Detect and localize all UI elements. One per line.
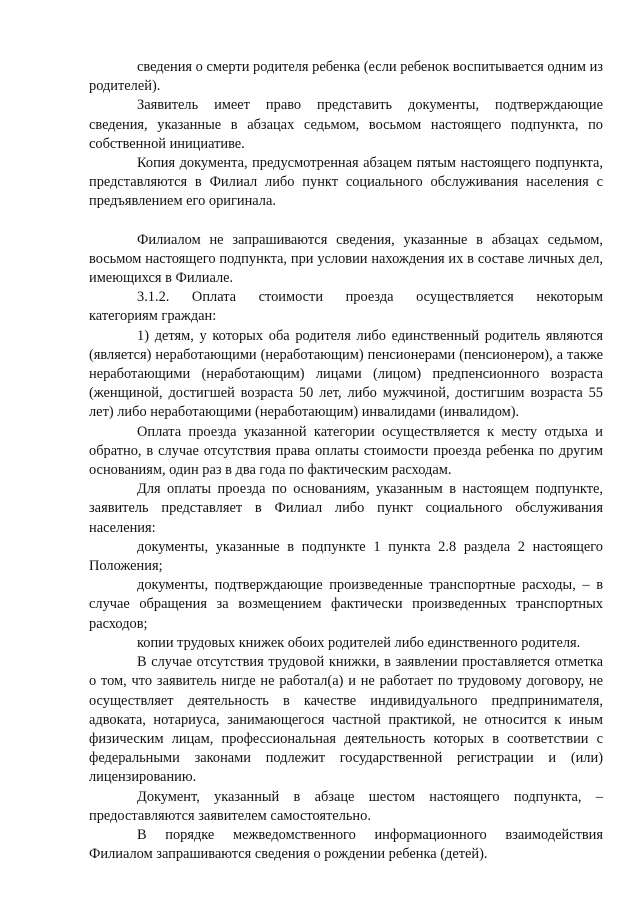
clause-word: стоимости — [258, 289, 324, 306]
paragraph-applicant-right: Заявитель имеет право представить документы, подтверждающие сведения, указанные в абзацах седьмом, восьмом настоящего подпункта, по собственной инициативе. — [89, 97, 603, 152]
paragraph-item-1-children: 1) детям, у которых оба родителя либо единственный родитель являются (является) неработающими (неработающим) пенсионерами (пенсионером), а также неработающими (неработающим) лицами (лицом) предпенсионного возраста (женщиной, достигшей возраста 50 лет, либо мужчиной, достигшим возраста 55 лет) либо неработающими (неработающим) инвалидами (инвалидом). — [89, 327, 603, 421]
clause-number: 3.1.2. — [137, 289, 170, 306]
clause-heading-continuation: категориям граждан: — [89, 308, 217, 325]
clause-word: некоторым — [536, 289, 603, 306]
clause-word: осуществляется — [416, 289, 514, 306]
clause-heading-3-1-2 — [89, 288, 603, 307]
paragraph-parent-death-info: сведения о смерти родителя ребенка (если ребенок воспитывается одним из родителей). — [89, 59, 603, 95]
paragraph-document-self-provided: Документ, указанный в абзаце шестом настоящего подпункта, – предоставляются заявителем самостоятельно. — [89, 788, 603, 824]
paragraph-documents-regulation: документы, указанные в подпункте 1 пункта 2.8 раздела 2 настоящего Положения; — [89, 538, 603, 575]
clause-word: проезда — [345, 289, 394, 306]
paragraph-branch-no-request: Филиалом не запрашиваются сведения, указанные в абзацах седьмом, восьмом настоящего подпункта, при условии нахождения их в составе личных дел, имеющихся в Филиале. — [89, 231, 603, 287]
paragraph-interagency-request: В порядке межведомственного информационного взаимодействия Филиалом запрашиваются сведения о рождении ребенка (детей). — [89, 826, 603, 863]
paragraph-no-employment-book: В случае отсутствия трудовой книжки, в заявлении проставляется отметка о том, что заявитель нигде не работал(а) и не работает по трудовому договору, не осуществляет деятельность в качестве индивидуального предпринимателя, адвоката, нотариуса, занимающегося частной практикой, не относится к иным физическим лицам, профессиональная деятельность которых в соответствии с федеральными законами подлежит государственной регистрации и (или) лицензированию. — [89, 654, 603, 786]
paragraph-transport-expenses: документы, подтверждающие произведенные транспортные расходы, – в случае обращения за возмещением фактически произведенных транспортных расходов; — [89, 577, 603, 632]
paragraph-required-documents-intro: Для оплаты проезда по основаниям, указанным в настоящем подпункте, заявитель представляет в Филиал либо пункт социального обслуживания населения: — [89, 481, 603, 536]
document-page — [89, 58, 603, 864]
paragraph-employment-books: копии трудовых книжек обоих родителей либо единственного родителя. — [137, 634, 581, 651]
clause-word: Оплата — [191, 289, 237, 306]
paragraph-document-copy: Копия документа, предусмотренная абзацем пятым настоящего подпункта, представляются в Филиал либо пункт социального обслуживания населения с предъявлением его оригинала. — [89, 155, 603, 210]
paragraph-payment-conditions: Оплата проезда указанной категории осуществляется к месту отдыха и обратно, в случае отсутствия права оплаты стоимости проезда ребенка по другим основаниям, один раз в два года по фактическим расходам. — [89, 423, 603, 479]
